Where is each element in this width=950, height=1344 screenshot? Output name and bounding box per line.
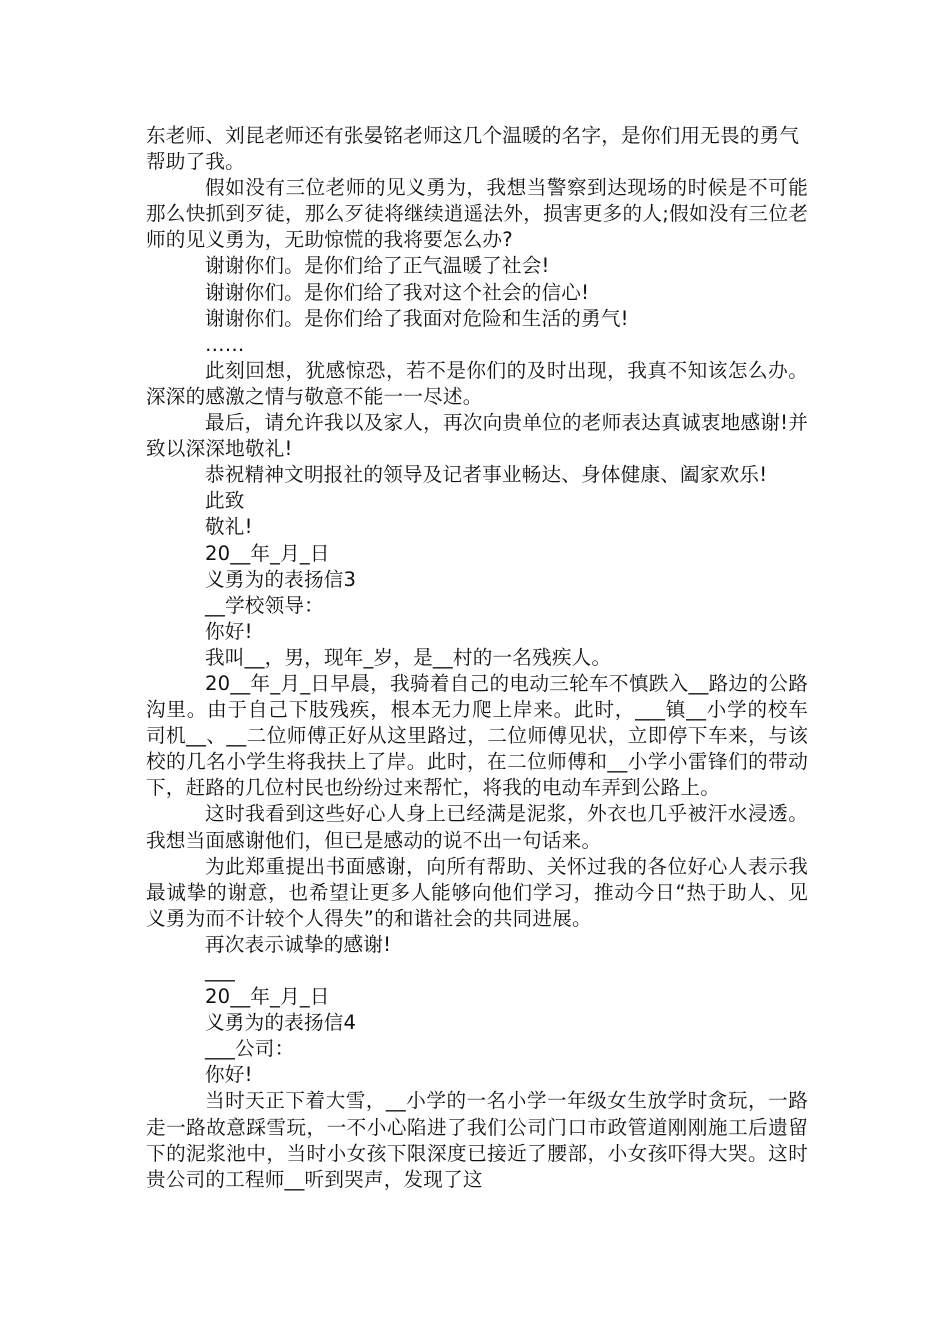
paragraph: …… [205, 332, 245, 356]
paragraph: 敬礼! [205, 515, 253, 539]
paragraph: ___ [205, 959, 235, 982]
paragraph: __学校领导： [205, 593, 324, 617]
paragraph: 我叫__，男，现年_岁，是__村的一名残疾人。 [205, 645, 612, 669]
paragraph: 此致 [205, 489, 245, 513]
paragraph: 20__年_月_日早晨，我骑着自己的电动三轮车不慎跌入__路边的公路沟里。由于自己下肢残疾，根本无力爬上岸来。此时，___镇__小学的校车司机__、__二位师傅正好从这里路过，二位师傅见状，立即停下车来，与该校的几名小学生将我扶上了岸。此时，在二位师傅和__小学小雷锋们的带动下，赶路的几位村民也纷纷过来帮忙，将我的电动车弄到公路上。 [146, 671, 808, 800]
paragraph: 20__年_月_日 [205, 541, 330, 565]
paragraph: 假如没有三位老师的见义勇为，我想当警察到达现场的时候是不可能那么快抓到歹徒，那么歹徒将继续逍遥法外，损害更多的人;假如没有三位老师的见义勇为，无助惊慌的我将要怎么办? [146, 176, 808, 252]
paragraph: 此刻回想，犹感惊恐，若不是你们的及时出现，我真不知该怎么办。深深的感激之情与敬意不能一一尽述。 [146, 358, 808, 408]
letter-body [146, 123, 808, 1193]
paragraph: 你好! [205, 1063, 253, 1087]
paragraph: ___公司： [205, 1037, 295, 1061]
paragraph: 谢谢你们。是你们给了我面对危险和生活的勇气! [205, 306, 629, 330]
paragraph: 义勇为的表扬信3 [205, 567, 357, 591]
paragraph: 你好! [205, 619, 253, 643]
paragraph: 东老师、刘昆老师还有张晏铭老师这几个温暖的名字，是你们用无畏的勇气帮助了我。 [146, 124, 800, 174]
paragraph: 再次表示诚挚的感谢! [205, 932, 392, 956]
paragraph: 谢谢你们。是你们给了我对这个社会的信心! [205, 280, 590, 304]
paragraph: 最后，请允许我以及家人，再次向贵单位的老师表达真诚衷地感谢!并致以深深地敬礼! [146, 411, 808, 461]
paragraph: 这时我看到这些好心人身上已经满是泥浆，外衣也几乎被汗水浸透。我想当面感谢他们，但已是感动的说不出一句话来。 [146, 802, 808, 852]
paragraph: 当时天正下着大雪，__小学的一名小学一年级女生放学时贪玩，一路走一路故意踩雪玩，一不小心陷进了我们公司门口市政管道刚刚施工后遗留下的泥浆池中，当时小女孩下限深度已接近了腰部，小女孩吓得大哭。这时贵公司的工程师__听到哭声，发现了这 [146, 1089, 808, 1191]
paragraph: 恭祝精神文明报社的领导及记者事业畅达、身体健康、阖家欢乐! [205, 463, 768, 487]
paragraph: 谢谢你们。是你们给了正气温暖了社会! [205, 254, 550, 278]
paragraph: 20__年_月_日 [205, 985, 330, 1009]
paragraph: 为此郑重提出书面感谢，向所有帮助、关怀过我的各位好心人表示我最诚挚的谢意，也希望让更多人能够向他们学习，推动今日“热于助人、见义勇为而不计较个人得失”的和谐社会的共同进展。 [146, 854, 808, 930]
paragraph: 义勇为的表扬信4 [205, 1011, 357, 1035]
